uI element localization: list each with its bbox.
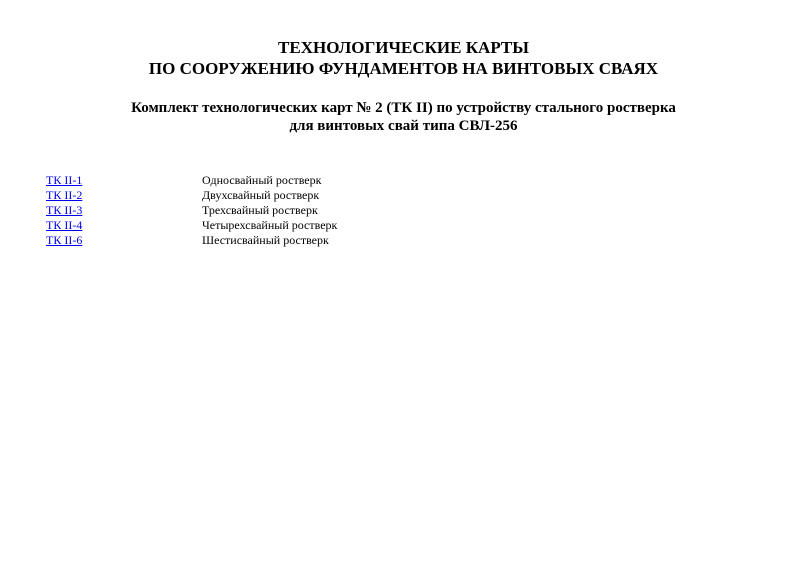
toc-description: Шестисвайный ростверк <box>202 233 329 247</box>
contents-list <box>46 173 337 248</box>
toc-link-tk-ii-6[interactable]: ТК II-6 <box>46 233 83 247</box>
title-line-1: ТЕХНОЛОГИЧЕСКИЕ КАРТЫ <box>278 38 529 57</box>
subtitle-line-1: Комплект технологических карт № 2 (ТК II) по устройству стального ростверка <box>131 100 676 116</box>
contents-row <box>46 188 337 203</box>
toc-description: Трехсвайный ростверк <box>202 203 318 217</box>
toc-link-tk-ii-2[interactable]: ТК II-2 <box>46 188 83 202</box>
contents-row <box>46 233 337 248</box>
toc-link-tk-ii-4[interactable]: ТК II-4 <box>46 218 83 232</box>
document-title <box>0 37 807 79</box>
contents-row <box>46 173 337 188</box>
title-line-2: ПО СООРУЖЕНИЮ ФУНДАМЕНТОВ НА ВИНТОВЫХ СВАЯХ <box>148 59 659 78</box>
subtitle-line-2: для винтовых свай типа СВЛ-256 <box>289 118 518 134</box>
contents-row <box>46 203 337 218</box>
contents-row <box>46 218 337 233</box>
document-subtitle <box>0 99 807 135</box>
toc-description: Односвайный ростверк <box>202 173 322 187</box>
toc-description: Двухсвайный ростверк <box>202 188 320 202</box>
toc-link-tk-ii-3[interactable]: ТК II-3 <box>46 203 83 217</box>
toc-description: Четырехсвайный ростверк <box>202 218 338 232</box>
toc-link-tk-ii-1[interactable]: ТК II-1 <box>46 173 83 187</box>
